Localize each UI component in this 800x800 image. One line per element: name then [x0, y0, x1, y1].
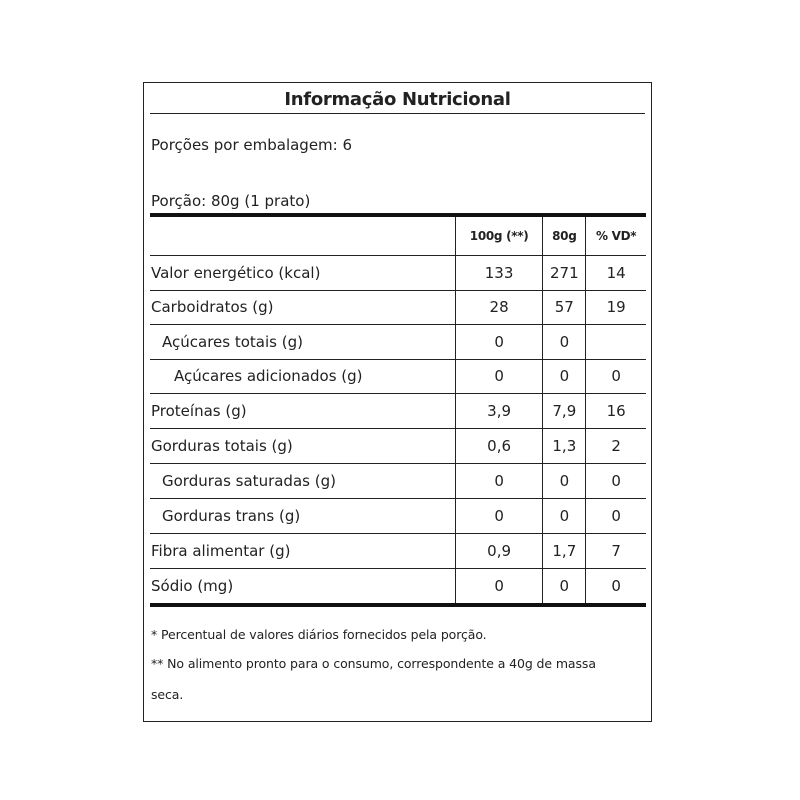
value-per-100g: 0 — [455, 498, 543, 533]
value-daily-percent — [585, 324, 646, 359]
nutrient-name: Carboidratos (g) — [151, 298, 274, 316]
table-row-sodium — [150, 568, 646, 603]
nutrient-name: Fibra alimentar (g) — [151, 541, 291, 560]
nutrient-name: Sódio (mg) — [151, 576, 234, 595]
table-bottom-divider — [150, 603, 646, 607]
value-per-100g: 133 — [455, 255, 543, 290]
nutrient-name: Gorduras trans (g) — [162, 506, 301, 525]
footnote-prepared-food-continued: seca. — [151, 687, 184, 702]
value-daily-percent: 0 — [585, 498, 646, 533]
footnote-prepared-food: ** No alimento pronto para o consumo, correspondente a 40g de massa — [151, 656, 596, 671]
value-per-100g: 0 — [455, 359, 543, 393]
value-daily-percent: 7 — [585, 533, 646, 568]
table-row-saturated-fat — [150, 463, 646, 499]
value-daily-percent: 0 — [585, 568, 646, 603]
value-daily-percent: 19 — [585, 290, 646, 324]
servings-per-package: Porções por embalagem: 6 — [151, 136, 353, 154]
value-per-80g: 57 — [542, 290, 585, 324]
table-row-total-fat — [150, 428, 646, 464]
table-row-dietary-fiber — [150, 533, 646, 569]
value-per-100g: 0 — [455, 568, 543, 603]
value-per-100g: 0,9 — [455, 533, 543, 568]
table-row-total-sugars — [150, 324, 646, 360]
nutrient-name: Gorduras totais (g) — [151, 436, 293, 455]
table-row-added-sugars — [150, 359, 646, 394]
value-daily-percent: 16 — [585, 393, 646, 428]
value-per-80g: 0 — [542, 568, 585, 603]
value-daily-percent: 0 — [585, 463, 646, 498]
header-per-100g: 100g (**) — [455, 217, 543, 255]
value-per-80g: 1,7 — [542, 533, 585, 568]
header-daily-value: % VD* — [585, 217, 646, 255]
nutrition-table — [150, 217, 646, 603]
table-row-trans-fat — [150, 498, 646, 534]
value-per-80g: 0 — [542, 463, 585, 498]
value-per-80g: 0 — [542, 498, 585, 533]
value-per-100g: 0 — [455, 324, 543, 359]
nutrient-name: Açúcares adicionados (g) — [174, 367, 363, 385]
value-per-100g: 28 — [455, 290, 543, 324]
value-per-80g: 1,3 — [542, 428, 585, 463]
header-per-80g: 80g — [542, 217, 585, 255]
table-header-row — [150, 217, 646, 256]
table-row-carbohydrates — [150, 290, 646, 325]
table-row-energy — [150, 255, 646, 291]
value-per-80g: 7,9 — [542, 393, 585, 428]
value-daily-percent: 0 — [585, 359, 646, 393]
value-per-80g: 271 — [542, 255, 585, 290]
table-row-proteins — [150, 393, 646, 429]
nutrition-facts-label — [143, 82, 652, 722]
value-per-100g: 0 — [455, 463, 543, 498]
footnote-daily-values: * Percentual de valores diários fornecidos pela porção. — [151, 627, 487, 642]
value-daily-percent: 14 — [585, 255, 646, 290]
label-title: Informação Nutricional — [150, 87, 645, 114]
value-per-80g: 0 — [542, 359, 585, 393]
value-daily-percent: 2 — [585, 428, 646, 463]
nutrient-name: Açúcares totais (g) — [162, 332, 303, 351]
value-per-80g: 0 — [542, 324, 585, 359]
value-per-100g: 0,6 — [455, 428, 543, 463]
value-per-100g: 3,9 — [455, 393, 543, 428]
header-nutrient — [150, 217, 455, 255]
nutrient-name: Gorduras saturadas (g) — [162, 471, 336, 490]
nutrient-name: Proteínas (g) — [151, 401, 247, 420]
nutrient-name: Valor energético (kcal) — [151, 263, 321, 282]
portion-size: Porção: 80g (1 prato) — [151, 192, 311, 210]
